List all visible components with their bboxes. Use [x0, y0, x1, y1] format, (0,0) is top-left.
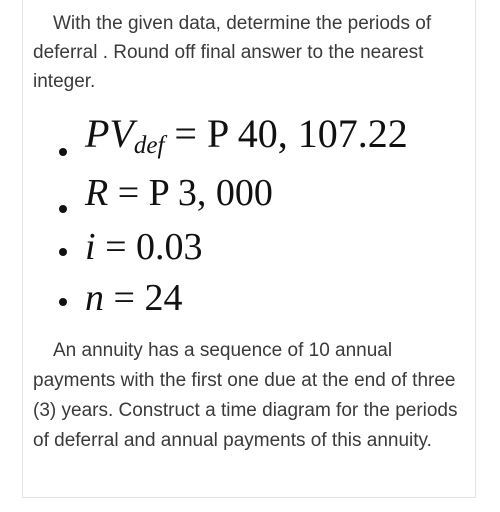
question-intro: With the given data, determine the periods of deferral . Round off final answer to the nearest integer. [33, 13, 432, 92]
bullet-icon [59, 148, 67, 156]
equation-n: n = 24 [85, 277, 183, 319]
bullet-icon [59, 205, 67, 213]
given-r [23, 168, 477, 228]
bullet-icon [59, 298, 67, 306]
given-n [23, 276, 477, 336]
equation-pv-def: $PV_{def} = P$ 40, 107.22 [85, 111, 408, 159]
bullet-icon [59, 248, 67, 256]
question-card [22, 0, 476, 498]
given-pv-def [23, 108, 477, 168]
equation-i: i = 0.03 [85, 226, 203, 268]
question-paragraph: An annuity has a sequence of 10 annual payments with the first one due at the end of three (3) years. Construct a time diagram for the periods of deferral and annual payments of this annuity. [33, 340, 458, 451]
equation-r: R = P 3, 000 [85, 172, 273, 214]
